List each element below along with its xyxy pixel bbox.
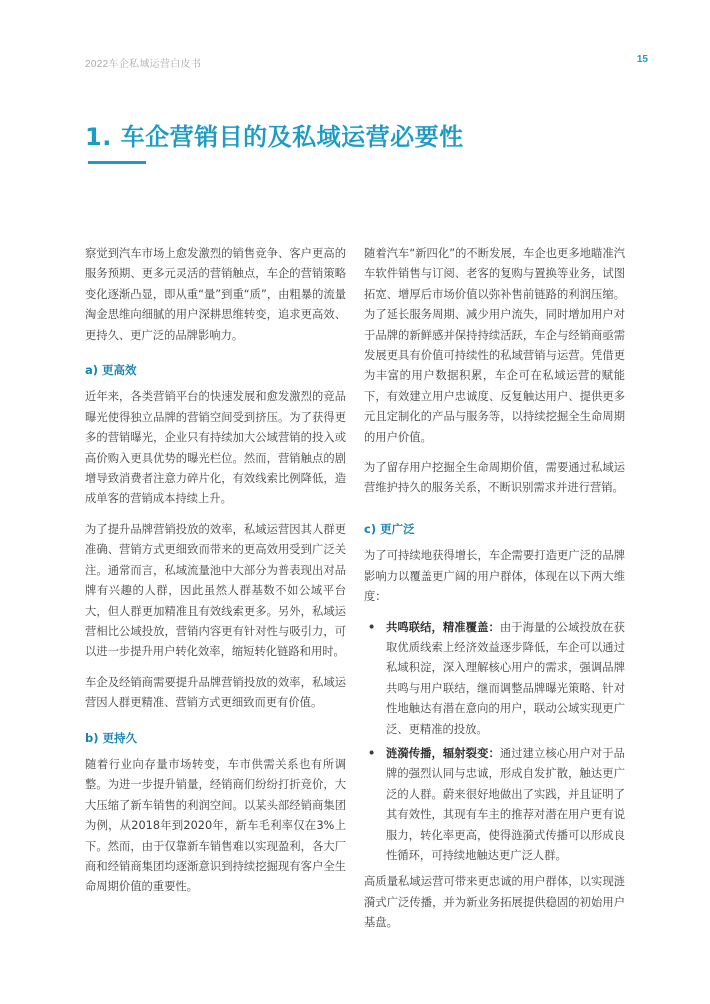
paragraph: 高质量私域运营可带来更忠诚的用户群体，以实现涟漪式广泛传播，并为新业务拓展提供稳固的初始用户基盘。 xyxy=(364,875,625,930)
bullet-lead: 共鸣联结，精准覆盖： xyxy=(386,620,500,634)
page-number: 15 xyxy=(636,54,648,65)
subheading-more-extensive: c) 更广泛 xyxy=(364,521,415,536)
subheading-more-lasting: b) 更持久 xyxy=(85,730,137,745)
bullet-dot-icon: • xyxy=(368,746,376,760)
bullet-list xyxy=(364,618,625,867)
paragraph: 为了提升品牌营销投放的效率，私域运营因其人群更准确、营销方式更细致而带来的更高效用受到广泛关注。通常而言，私域流量池中大部分为普表现出对品牌有兴趣的人群，因此虽然人群基数不如公域平台大，但人群更加精准且有效线索更多。另外，私域运营相比公域投放，营销内容更有针对性与吸引力，可以进一步提升用户转化效率，缩短转化链路和用时。 xyxy=(85,522,346,659)
intro-paragraph: 察觉到汽车市场上愈发激烈的销售竞争、客户更高的服务预期、更多元灵活的营销触点，车企的营销策略变化逐渐凸显，即从重“量”到重“质”，由粗暴的流量淘金思维向细腻的用户深耕思维转变，追求更高效、更持久、更广泛的品牌影响力。 xyxy=(85,247,346,342)
paragraph: 随着汽车“新四化”的不断发展，车企也更多地瞄准汽车软件销售与订阅、老客的复购与置换等业务，试图拓宽、增厚后市场价值以弥补售前链路的利润压缩。为了延长服务周期、减少用户流失，同时增加用户对于品牌的新鲜感并保持持续活跃，车企与经销商亟需发展更具有价值可持续性的私域营销与运营。凭借更为丰富的用户数据积累，车企可在私域运营的赋能下，有效建立用户忠诚度、反复触达用户、提供更多元且定制化的产品与服务等，以持续挖掘全生命周期的用户价值。 xyxy=(364,247,625,444)
subheading-more-efficient: a) 更高效 xyxy=(85,363,137,378)
right-column xyxy=(364,244,625,944)
paragraph: 车企及经销商需要提升品牌营销投放的效率，私域运营因人群更精准、营销方式更细致而更有价值。 xyxy=(85,675,346,710)
section-title: 1. 车企营销目的及私域运营必要性 xyxy=(85,123,464,151)
paragraph: 近年来，各类营销平台的快速发展和愈发激烈的竞品曝光使得独立品牌的营销空间受到挤压。为了获得更多的营销曝光，企业只有持续加大公域营销的投入或高价购入更具优势的曝光栏位。然而，营销触点的剧增导致消费者注意力碎片化，有效线索比例降低，造成单客的营销成本持续上升。 xyxy=(85,390,346,506)
bullet-dot-icon: • xyxy=(368,620,376,634)
paragraph: 为了留存用户挖掘全生命周期价值，需要通过私域运营维护持久的服务关系，不断识别需求并进行营销。 xyxy=(364,461,625,495)
bullet-item xyxy=(364,618,625,740)
bullet-text: 由于海量的公域投放在获取优质线索上经济效益逐步降低，车企可以通过私域积淀，深入理解核心用户的需求，强调品牌共鸣与用户联结，继而调整品牌曝光策略、针对性地触达有潜在意向的用户，联动公域实现更广泛、更精准的投放。 xyxy=(386,620,625,736)
title-underline xyxy=(88,161,146,164)
bullet-lead: 涟漪传播，辐射裂变： xyxy=(386,746,500,760)
paragraph: 随着行业向存量市场转变，车市供需关系也有所调整。为进一步提升销量，经销商们纷纷打折竞价，大大压缩了新车销售的利润空间。以某头部经销商集团为例，从2018年到2020年，新车毛利率仅在3%上下。然而，由于仅靠新车销售难以实现盈利，各大厂商和经销商集团均逐渐意识到持续挖掘现有客户全生命周期价值的重要性。 xyxy=(85,757,346,894)
left-column xyxy=(85,244,346,908)
paragraph: 为了可持续地获得增长，车企需要打造更广泛的品牌影响力以覆盖更广阔的用户群体，体现在以下两大维度： xyxy=(364,549,625,604)
bullet-text: 通过建立核心用户对于品牌的强烈认同与忠诚，形成自发扩散，触达更广泛的人群。蔚来很好地做出了实践，并且证明了其有效性，其现有车主的推荐对潜在用户更有说服力，转化率更高，使得涟漪式传播可以形成良性循环，可持续地触达更广泛人群。 xyxy=(386,746,625,862)
bullet-item xyxy=(364,744,625,866)
document-title-header: 2022车企私域运营白皮书 xyxy=(85,59,202,70)
